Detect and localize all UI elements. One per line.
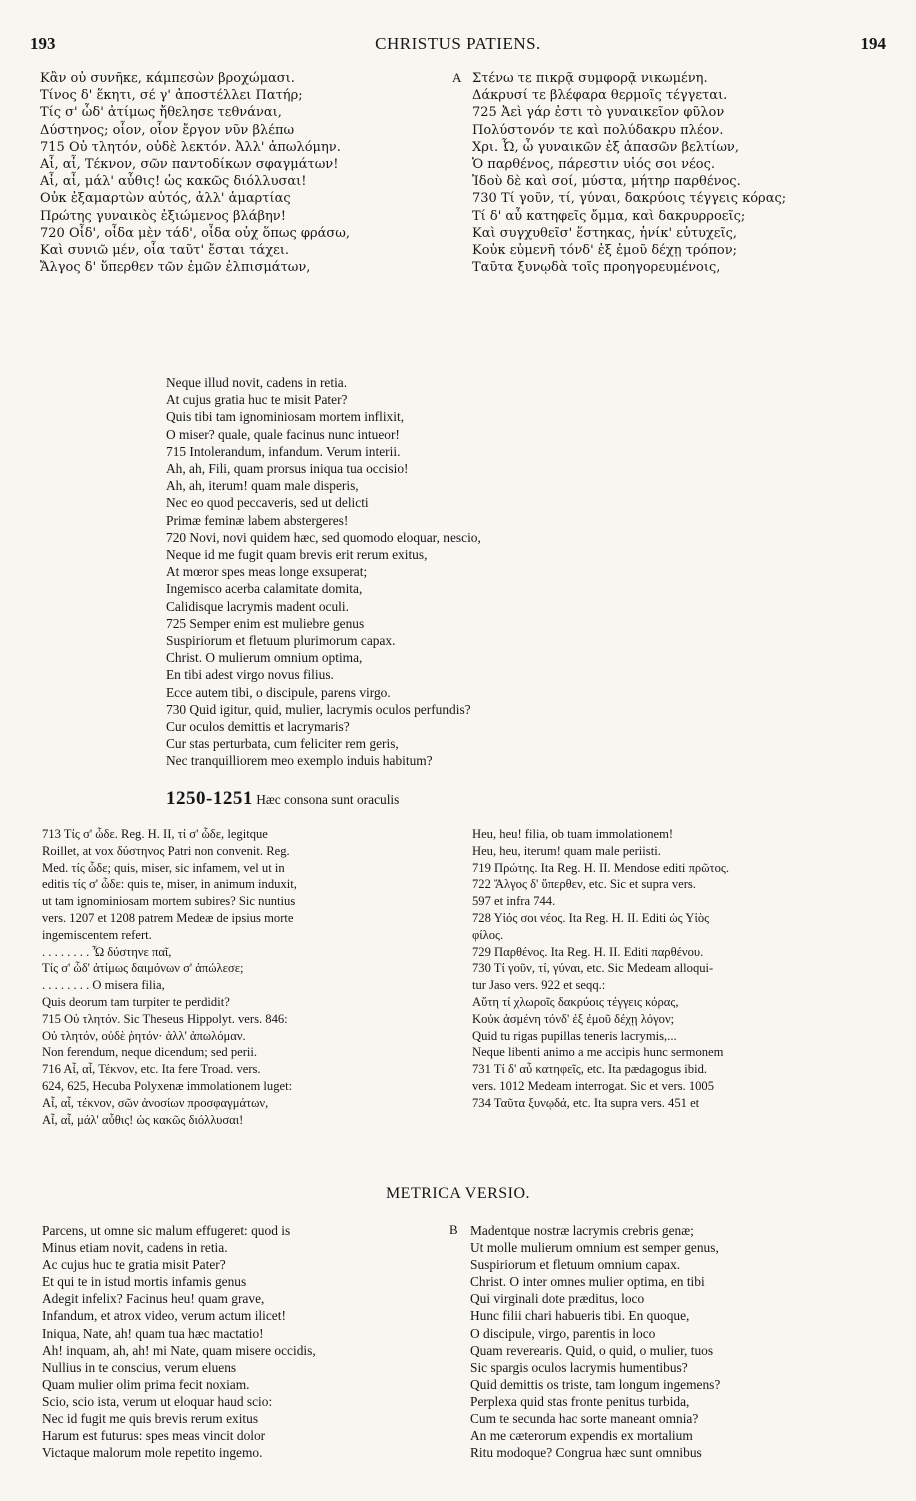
- text-line: editis τίς σ' ὧδε: quis te, miser, in animum induxit,: [42, 877, 297, 892]
- text-line: tur Jaso vers. 922 et seqq.:: [472, 978, 606, 993]
- text-line: Ὁ παρθένος, πάρεστιν υἱός σοι νέος.: [472, 157, 716, 173]
- text-line: Cur stas perturbata, cum feliciter rem geris,: [166, 736, 399, 752]
- text-line: Καὶ συνιῶ μέν, οἷα ταῦτ' ἔσται τάχει.: [40, 243, 290, 259]
- text-line: En tibi adest virgo novus filius.: [166, 667, 334, 683]
- text-line: Δύστηνος; οἷον, οἷον ἔργον νῦν βλέπω: [40, 122, 295, 138]
- text-line: Victaque malorum mole repetito ingemo.: [42, 1445, 263, 1461]
- text-line: Med. τίς ὧδε; quis, miser, sic infamem, vel ut in: [42, 860, 285, 875]
- text-line: Nec id fugit me quis brevis rerum exitus: [42, 1411, 259, 1427]
- text-line: Non ferendum, neque dicendum; sed perii.: [42, 1045, 258, 1060]
- text-line: Καὶ συγχυθεῖσ' ἕστηκας, ἡνίκ' εὐτυχεῖς,: [472, 225, 738, 241]
- text-line: Quam reverearis. Quid, o quid, o mulier, tuos: [470, 1342, 714, 1358]
- text-line: . . . . . . . . O misera filia,: [42, 978, 165, 993]
- text-line: Suspiriorum et fletuum omnium capax.: [470, 1257, 681, 1273]
- text-line: 725 Semper enim est muliebre genus: [166, 615, 365, 631]
- text-line: Calidisque lacrymis madent oculi.: [166, 598, 349, 614]
- text-line: At mœror spes meas longe exsuperat;: [166, 564, 368, 580]
- text-line: 730 Τί γοῦν, τί, γύναι, δακρύοις τέγγεις κόρας;: [472, 191, 787, 207]
- text-line: Ἄλγος δ' ὕπερθεν τῶν ἐμῶν ἐλπισμάτων,: [40, 260, 311, 276]
- footnotes-left: [42, 826, 297, 1128]
- section-title: METRICA VERSIO.: [385, 1185, 531, 1202]
- text-line: Ah! inquam, ah, ah! mi Nate, quam misere occidis,: [42, 1342, 316, 1358]
- text-line: Ecce autem tibi, o discipule, parens virgo.: [166, 684, 391, 700]
- text-line: 716 Αἶ, αἶ, Τέκνον, etc. Ita fere Troad. vers.: [42, 1062, 261, 1077]
- text-line: Iniqua, Nate, ah! quam tua hæc mactatio!: [42, 1325, 264, 1341]
- text-line: 624, 625, Hecuba Polyxenæ immolationem luget:: [42, 1078, 293, 1093]
- text-line: Ταῦτα ξυνῳδὰ τοῖς προηγορευμένοις,: [472, 260, 721, 276]
- page-number-right: 194: [860, 34, 886, 53]
- text-line: 715 Intolerandum, infandum. Verum interii.: [166, 443, 401, 459]
- text-line: Scio, scio ista, verum ut eloquar haud scio:: [42, 1393, 273, 1409]
- text-line: Ingemisco acerba calamitate domita,: [166, 581, 363, 597]
- text-line: Quam mulier olim prima fecit noxiam.: [42, 1376, 250, 1392]
- text-line: Madentque nostræ lacrymis crebris genæ;: [470, 1223, 694, 1238]
- text-line: vers. 1012 Medeam interrogat. Sic et vers. 1005: [472, 1078, 715, 1093]
- text-line: Τίς σ' ὧδ' ἀτίμως δαιμόνων σ' ἀπώλεσε;: [42, 961, 244, 976]
- greek-text-left: [40, 70, 350, 276]
- text-line: 715 Οὐ τλητόν, οὐδὲ λεκτόν. Ἀλλ' ἀπωλόμην.: [40, 139, 341, 155]
- text-line: Τίς σ' ὧδ' ἀτίμως ἤθελησε τεθνάναι,: [40, 105, 282, 121]
- text-line: Perplexa quid stas fronte penitus turbida,: [470, 1393, 690, 1409]
- text-line: Τίνος δ' ἕκητι, σέ γ' ἀποστέλλει Πατήρ;: [40, 88, 303, 104]
- text-line: At cujus gratia huc te misit Pater?: [166, 392, 348, 408]
- text-line: Parcens, ut omne sic malum effugeret: quod is: [42, 1223, 291, 1238]
- column-marker-b: B: [449, 1222, 458, 1237]
- text-line: Αἶ, αἶ, μάλ' αὖθις! ὡς κακῶς διόλλυσαι!: [40, 174, 307, 190]
- text-line: Ut molle mulierum omnium est semper genus,: [470, 1240, 719, 1256]
- text-line: Nec tranquilliorem meo exemplo induis habitum?: [166, 753, 433, 769]
- text-line: An me cæterorum expendis ex mortalium: [470, 1428, 693, 1444]
- text-line: 730 Τί γοῦν, τί, γύναι, etc. Sic Medeam alloqui-: [472, 961, 714, 976]
- text-line: Ah, ah, Fili, quam prorsus iniqua tua occisio!: [166, 461, 409, 477]
- text-line: Αὕτη τί χλωροῖς δακρύοις τέγγεις κόρας,: [472, 994, 679, 1009]
- text-line: 722 Ἄλγος δ' ὕπερθεν, etc. Sic et supra vers.: [472, 877, 696, 892]
- text-line: vers. 1207 et 1208 patrem Medeæ de ipsius morte: [42, 910, 294, 925]
- text-line: Κἂν οὐ συνῆκε, κάμπεσὼν βροχώμασι.: [40, 71, 295, 86]
- column-marker-a: A: [452, 70, 462, 85]
- text-line: Sic spargis oculos lacrymis humentibus?: [470, 1359, 688, 1375]
- text-line: 597 et infra 744.: [472, 894, 556, 909]
- text-line: 719 Πρώτης. Ita Reg. H. II. Mendose editi πρῶτος.: [472, 860, 730, 875]
- text-line: Christ. O inter omnes mulier optima, en tibi: [470, 1274, 705, 1290]
- text-line: Minus etiam novit, cadens in retia.: [42, 1240, 228, 1256]
- metrica-versio-right: [470, 1222, 720, 1461]
- text-line: Quid tu rigas pupillas teneris lacrymis,...: [472, 1028, 677, 1043]
- text-line: Ac cujus huc te gratia misit Pater?: [42, 1257, 226, 1273]
- text-line: Heu, heu! filia, ob tuam immolationem!: [472, 827, 674, 841]
- text-line: 713 Τίς σ' ὧδε. Reg. H. II, τί σ' ὧδε, legitque: [42, 827, 268, 841]
- footnotes-right: [472, 826, 729, 1112]
- text-line: Quid demittis os triste, tam longum ingemens?: [470, 1376, 721, 1392]
- text-line: ingemiscentem refert.: [42, 927, 152, 942]
- text-line: 731 Τί δ' αὖ κατηφεῖς, etc. Ita pædagogus ibid.: [472, 1062, 708, 1077]
- latin-translation: [166, 374, 481, 770]
- text-line: Neque illud novit, cadens in retia.: [166, 375, 348, 390]
- text-line: Primæ feminæ labem abstergeres!: [166, 512, 349, 528]
- line-number-range: 1250-1251: [166, 788, 253, 809]
- text-line: Adegit infelix? Facinus heu! quam grave,: [42, 1291, 265, 1307]
- text-line: Christ. O mulierum omnium optima,: [166, 650, 363, 666]
- text-line: 720 Novi, novi quidem hæc, sed quomodo eloquar, nescio,: [166, 529, 481, 545]
- latin-last-line: [166, 790, 399, 808]
- text-line: Roillet, at vox δύστηνος Patri non convenit. Reg.: [42, 843, 290, 858]
- text-line: 734 Ταῦτα ξυνῳδά, etc. Ita supra vers. 451 et: [472, 1095, 700, 1110]
- text-line: Quis tibi tam ignominiosam mortem inflixit,: [166, 409, 405, 425]
- text-line: Πολύστονόν τε καὶ πολύδακρυ πλέον.: [472, 122, 724, 138]
- text-line: Αἶ, αἶ, Τέκνον, σῶν παντοδίκων σφαγμάτων!: [40, 157, 339, 173]
- text-line: Et qui te in istud mortis infamis genus: [42, 1274, 247, 1290]
- text-line: Nec eo quod peccaveris, sed ut delicti: [166, 495, 369, 511]
- text-line: Neque id me fugit quam brevis erit rerum exitus,: [166, 547, 428, 563]
- metrica-versio-left: [42, 1222, 316, 1461]
- latin-last-text: Hæc consona sunt oraculis: [256, 792, 400, 807]
- text-line: Ah, ah, iterum! quam male disperis,: [166, 478, 359, 494]
- text-line: Χρι. Ὦ, ὦ γυναικῶν ἐξ ἁπασῶν βελτίων,: [472, 139, 739, 155]
- text-line: Δάκρυσί τε βλέφαρα θερμοῖς τέγγεται.: [472, 88, 728, 104]
- text-line: Cum te secunda hac sorte maneant omnia?: [470, 1411, 699, 1427]
- text-line: 730 Quid igitur, quid, mulier, lacrymis oculos perfundis?: [166, 701, 471, 717]
- text-line: Κοὐκ εὐμενῆ τόνδ' ἐξ ἐμοῦ δέχῃ τρόπον;: [472, 243, 738, 259]
- text-line: Αἶ, αἶ, μάλ' αὖθις! ὡς κακῶς διόλλυσαι!: [42, 1112, 244, 1127]
- text-line: Qui virginali dote præditus, loco: [470, 1291, 645, 1307]
- text-line: Αἶ, αἶ, τέκνον, σῶν ἀνοσίων προσφαγμάτων,: [42, 1095, 269, 1110]
- text-line: Neque libenti animo a me accipis hunc sermonem: [472, 1045, 724, 1060]
- text-line: Infandum, et atrox video, verum actum ilicet!: [42, 1308, 286, 1324]
- text-line: 729 Παρθένος. Ita Reg. H. II. Editi παρθένου.: [472, 944, 704, 959]
- text-line: Heu, heu, iterum! quam male periisti.: [472, 843, 661, 858]
- text-line: 715 Οὐ τλητόν. Sic Theseus Hippolyt. vers. 846:: [42, 1011, 288, 1026]
- text-line: Ἰδοὺ δὲ καὶ σοί, μύστα, μήτηρ παρθένος.: [472, 174, 741, 190]
- text-line: ut tam ignominiosam mortem subires? Sic nuntius: [42, 894, 296, 909]
- text-line: Cur oculos demittis et lacrymaris?: [166, 719, 350, 735]
- text-line: Στένω τε πικρᾷ συμφορᾷ νικωμένη.: [472, 71, 708, 86]
- text-line: O miser? quale, quale facinus nunc intueor!: [166, 426, 400, 442]
- text-line: . . . . . . . . Ὦ δύστηνε παῖ,: [42, 944, 172, 959]
- text-line: Οὐκ ἐξαμαρτὼν αὐτός, ἀλλ' ἁμαρτίας: [40, 191, 291, 207]
- greek-text-right: [472, 70, 786, 276]
- text-line: O discipule, virgo, parentis in loco: [470, 1325, 656, 1341]
- text-line: 725 Ἀεὶ γάρ ἐστι τὸ γυναικεῖον φῦλον: [472, 105, 725, 121]
- text-line: Hunc filii chari habueris tibi. En quoque,: [470, 1308, 690, 1324]
- page-number-left: 193: [30, 34, 56, 53]
- text-line: Suspiriorum et fletuum plurimorum capax.: [166, 633, 396, 649]
- text-line: Τί δ' αὖ κατηφεῖς ὄμμα, καὶ δακρυρροεῖς;: [472, 208, 746, 224]
- text-line: Harum est futurus: spes meas vincit dolor: [42, 1428, 266, 1444]
- text-line: Πρώτης γυναικὸς ἐξιώμενος βλάβην!: [40, 208, 286, 224]
- running-title: CHRISTUS PATIENS.: [375, 34, 541, 53]
- text-line: Ritu modoque? Congrua hæc sunt omnibus: [470, 1445, 702, 1461]
- text-line: Nullius in te conscius, verum eluens: [42, 1359, 237, 1375]
- text-line: Οὐ τλητόν, οὐδὲ ῥητόν· ἀλλ' ἀπωλόμαν.: [42, 1028, 246, 1043]
- text-line: 728 Υἱός σοι νέος. Ita Reg. H. II. Editi ὡς Υἱὸς: [472, 910, 710, 925]
- text-line: 720 Οἶδ', οἶδα μὲν τάδ', οἶδα οὐχ ὅπως φράσω,: [40, 225, 351, 241]
- text-line: Κοὐκ ἀσμένη τόνδ' ἐξ ἐμοῦ δέχῃ λόγον;: [472, 1011, 675, 1026]
- text-line: Quis deorum tam turpiter te perdidit?: [42, 994, 230, 1009]
- page-header: [30, 34, 886, 54]
- text-line: φίλος.: [472, 927, 504, 942]
